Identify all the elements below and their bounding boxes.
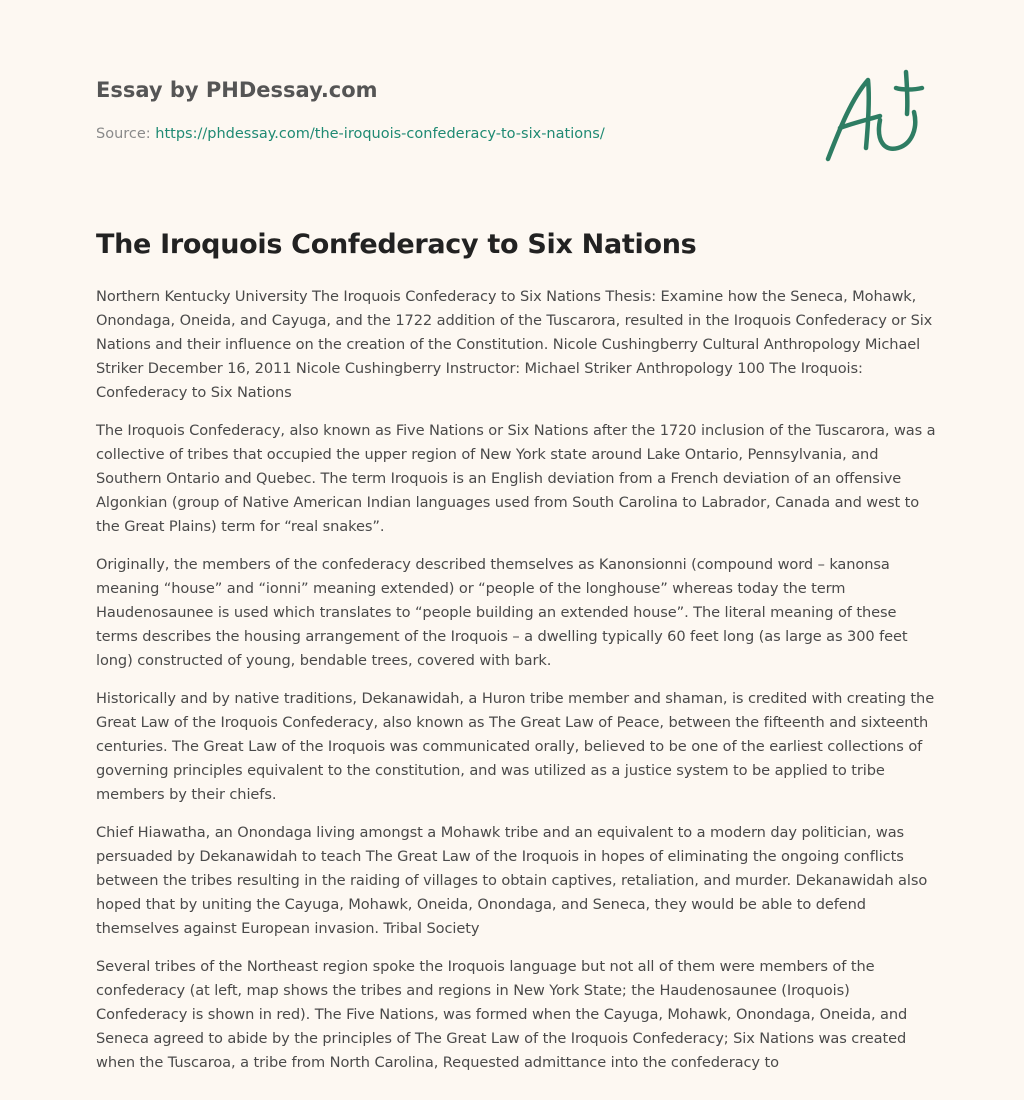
essay-title: The Iroquois Confederacy to Six Nations bbox=[96, 229, 697, 260]
brand-name: Essay by PHDessay.com bbox=[96, 78, 378, 102]
source-label: Source: bbox=[96, 126, 156, 142]
essay-body bbox=[96, 285, 942, 1089]
paragraph: Several tribes of the Northeast region spoke the Iroquois language but not all of them were members of the confederacy (at left, map shows the tribes and regions in New York State; the Haudenosaunee (Iroquois) Confederacy is shown in red). The Five Nations, was formed when the Cayuga, Mohawk, Onondaga, Oneida, and Seneca agreed to abide by the principles of The Great Law of the Iroquois Confederacy; Six Nations was created when the Tuscaroa, a tribe from North Carolina, Requested admittance into the confederacy to bbox=[96, 958, 908, 1071]
paragraph: The Iroquois Confederacy, also known as Five Nations or Six Nations after the 1720 inclusion of the Tuscarora, was a collective of tribes that occupied the upper region of New York state around Lake Ontario, Pennsylvania, and Southern Ontario and Quebec. The term Iroquois is an English deviation from a French deviation of an offensive Algonkian (group of Native American Indian languages used from South Carolina to Labrador, Canada and west to the Great Plains) term for “real snakes”. bbox=[96, 422, 936, 535]
paragraph: Northern Kentucky University The Iroquois Confederacy to Six Nations Thesis: Examine how the Seneca, Mohawk, Onondaga, Oneida, and Cayuga, and the 1722 addition of the Tuscarora, resulted in the Iroquois Confederacy or Six Nations and their influence on the creation of the Constitution. Nicole Cushingberry Cultural Anthropology Michael Striker December 16, 2011 Nicole Cushingberry Instructor: Michael Striker Anthropology 100 The Iroquois: Confederacy to Six Nations bbox=[96, 288, 933, 401]
source-line bbox=[96, 124, 796, 144]
paragraph: Originally, the members of the confederacy described themselves as Kanonsionni (compound word – kanonsa meaning “house” and “ionni” meaning extended) or “people of the longhouse” whereas today the term Haudenosaunee is used which translates to “people building an extended house”. The literal meaning of these terms describes the housing arrangement of the Iroquois – a dwelling typically 60 feet long (as large as 300 feet long) constructed of young, bendable trees, covered with bark. bbox=[96, 556, 908, 669]
paragraph: Historically and by native traditions, Dekanawidah, a Huron tribe member and shaman, is credited with creating the Great Law of the Iroquois Confederacy, also known as The Great Law of Peace, between the fifteenth and sixteenth centuries. The Great Law of the Iroquois was communicated orally, believed to be one of the earliest collections of governing principles equivalent to the constitution, and was utilized as a justice system to be applied to tribe members by their chiefs. bbox=[96, 690, 935, 803]
a-plus-grade-icon bbox=[818, 66, 930, 166]
paragraph: Chief Hiawatha, an Onondaga living amongst a Mohawk tribe and an equivalent to a modern day politician, was persuaded by Dekanawidah to teach The Great Law of the Iroquois in hopes of eliminating the ongoing conflicts between the tribes resulting in the raiding of villages to obtain captives, retaliation, and murder. Dekanawidah also hoped that by uniting the Cayuga, Mohawk, Oneida, Onondaga, and Seneca, they would be able to defend themselves against European invasion. Tribal Society bbox=[96, 824, 928, 937]
source-link[interactable]: https://phdessay.com/the-iroquois-confederacy-to-six-nations/ bbox=[155, 126, 605, 142]
page-header bbox=[96, 76, 796, 144]
